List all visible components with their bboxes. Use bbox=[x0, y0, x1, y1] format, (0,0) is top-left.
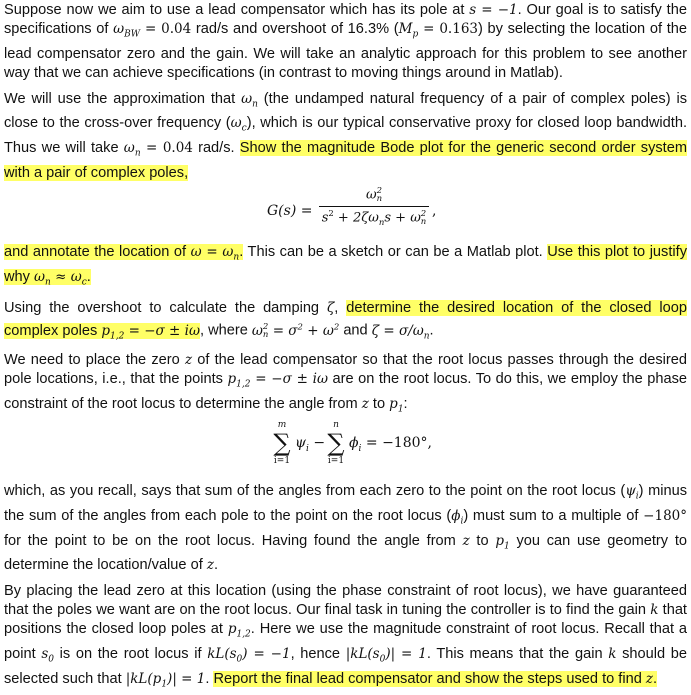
paragraph-approximation: We will use the approximation that $\omega_n$ (the undamped natural frequency of a pair of complex poles) is close to the cross-over frequency $(\omega_c)$, which is our typical conservative proxy for closed loop bandwidth. Thus we will take $\omega_n = 0.04$ rad/s. Show the magnitude Bode plot for the generic second order system with a pair of complex poles, bbox=[4, 90, 688, 182]
paragraph-angle-explanation: which, as you recall, says that sum of the angles from each zero to the point on the root locus $(\psi_i)$ minus the sum of the angles from each pole to the point on the root locus $(\phi_i)$ must sum to a multiple of −180° for the point to be on the root locus. Having found the angle from z to $p_1$ you can use geometry to determine the location/value of z. bbox=[4, 482, 688, 574]
highlight-annotate-task: and annotate the location of $\omega = \omega_n$. bbox=[4, 244, 244, 264]
paragraph-intro: Suppose now we aim to use a lead compensator which has its pole at s = −1. Our goal is to satisfy the specifications of $\omega_{BW} = 0.04$ rad/s and overshoot of 16.3% $(M_p = 0.163)$ by selecting the location of the lead compensator zero and the gain. We will take an analytic approach for this problem to see another way that we can achieve specifications (in contrast to moving things around in Matlab). bbox=[4, 2, 687, 82]
equation-second-order-tf: G(s) = ω2 n $s^2 + 2\zeta\omega_ns + \omega 2$ n , bbox=[267, 186, 437, 229]
highlight-bode-task: Show the magnitude Bode plot for the generic second order system with a pair of complex poles, bbox=[4, 140, 687, 182]
highlight-report-task: Report the final lead compensator and show the steps used to find z. bbox=[213, 670, 658, 687]
paragraph-gain: By placing the lead zero at this location (using the phase constraint of root locus), we have guaranteed that the poles we want are on the root locus. Our final task in tuning the controller is to find the gain k that positions the closed loop poles at $p_{1,2}$. Here we use the magnitude constraint of root locus. Recall that a point $s_0$ is on the root locus if $kL(s_0) = -1$, hence $|kL(s_0)| = 1$. This means that the gain k should be selected such that $|kL(p_1)| = 1$. Report the final lead compensator and show the steps used to find z. bbox=[4, 582, 687, 690]
equation-fraction bbox=[319, 187, 429, 228]
paragraph-annotate: and annotate the location of $\omega = \omega_n$. This can be a sketch or can be a Matlab plot. Use this plot to justify why $\omega_n \approx \omega_c$. bbox=[4, 244, 687, 288]
equation-numerator: ω2 n bbox=[365, 186, 383, 205]
equation-denominator: $s^2 + 2\zeta\omega_ns + \omega 2$ n bbox=[321, 209, 427, 229]
paragraph-zero-placement: We need to place the zero z of the lead compensator so that the root locus passes through the desired pole locations, i.e., that the points $p_{1,2} = -\sigma \pm i\omega$ are on the root locus. To do this, we employ the phase constraint of the root locus to determine the angle from z to $p_1$: bbox=[4, 351, 687, 415]
paragraph-damping: Using the overshoot to calculate the damping ζ, determine the desired location of the closed loop complex poles $p_{1,2} = -\sigma \pm i\omega$, where ω2 $n = \sigma^2 + \omega^2$ and $\zeta = \sigma/\omega_n$. bbox=[4, 300, 688, 342]
highlight-pole-location-task: determine the desired location of the closed loop complex poles $p_{1,2} = -\sigma \pm i\omega$ bbox=[4, 300, 688, 342]
summation-zeros: m ∑ i=1 bbox=[273, 419, 291, 466]
summation-poles: n ∑ i=1 bbox=[327, 419, 345, 466]
highlight-justify-task: Use this plot to justify why $\omega_n \approx \omega_c$. bbox=[4, 244, 687, 288]
equation-lhs: G(s) = bbox=[267, 203, 313, 220]
fraction-bar bbox=[319, 206, 429, 207]
equation-phase-constraint: m ∑ i=1 $\psi_i$ − n ∑ i=1 $\phi_i = -180^\circ$, bbox=[4, 420, 687, 482]
